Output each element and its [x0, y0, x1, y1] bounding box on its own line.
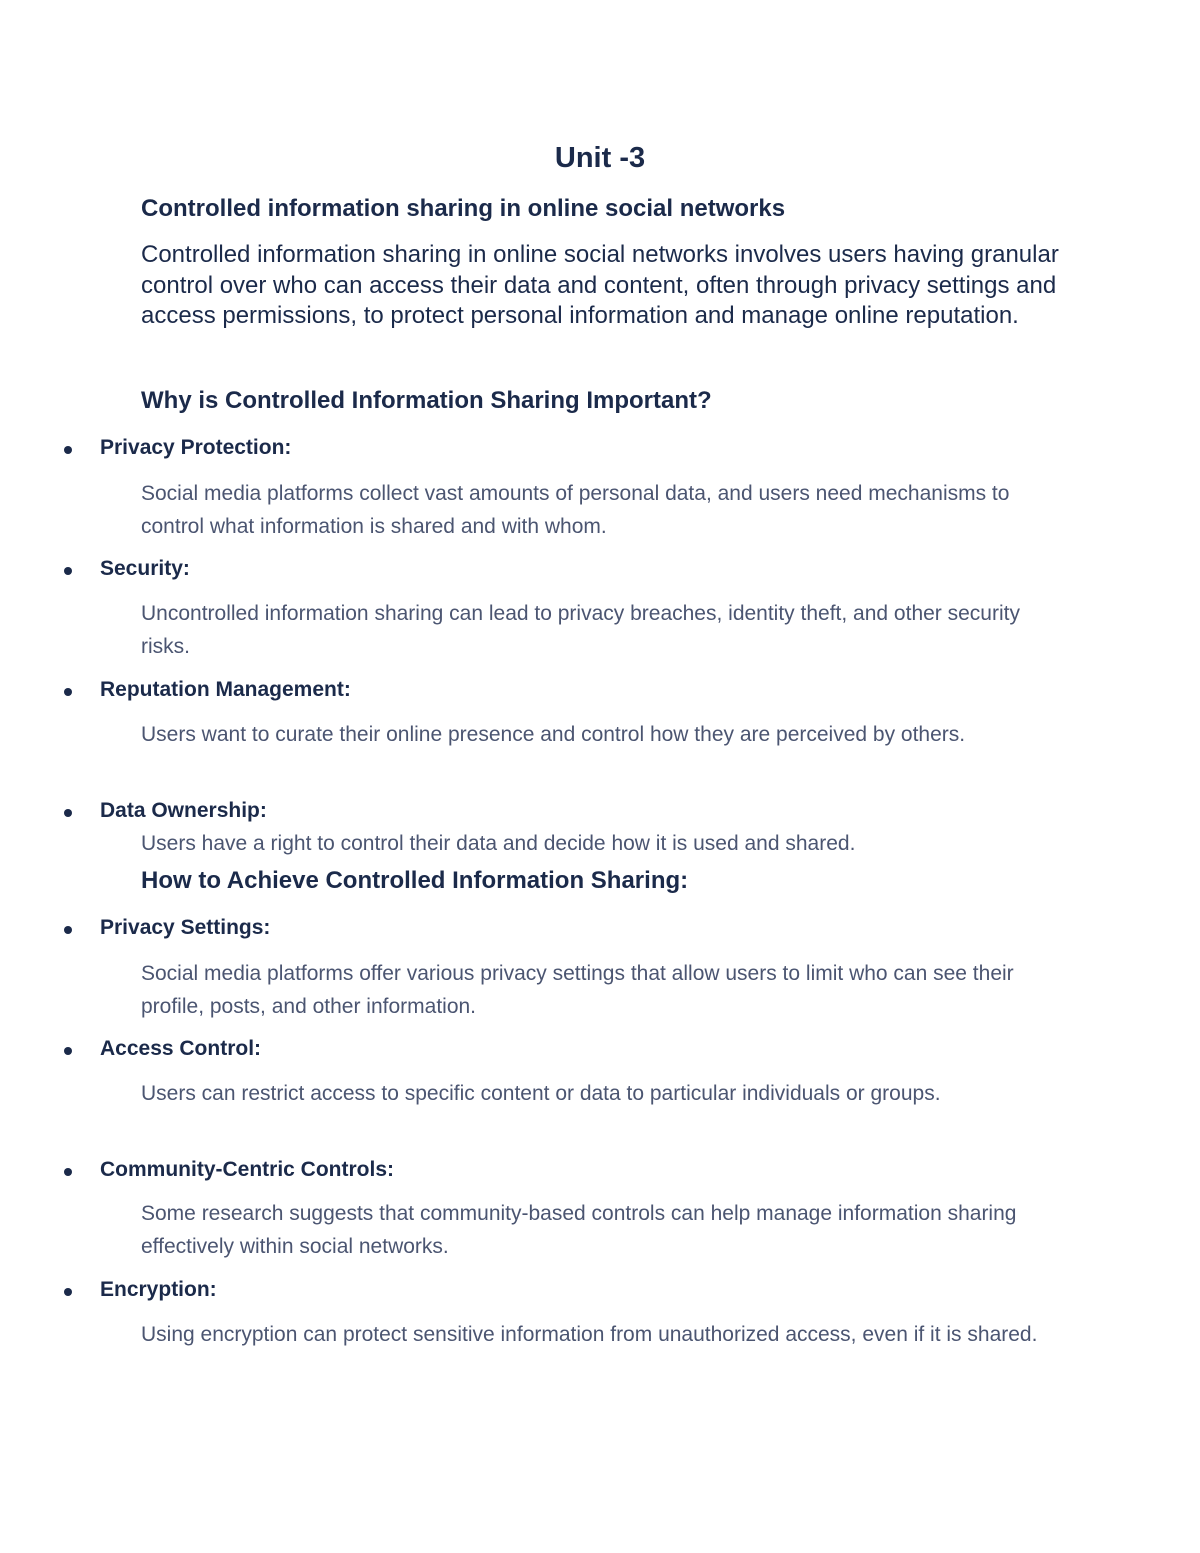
page-title: Unit -3	[554, 142, 646, 174]
list-item-text: Users have a right to control their data and decide how it is used and shared.	[141, 832, 856, 855]
list-item-text: Using encryption can protect sensitive information from unauthorized access, even if it is shared.	[141, 1323, 1038, 1346]
list-item-label: Privacy Settings:	[100, 916, 271, 939]
why-heading: Why is Controlled Information Sharing Important?	[141, 387, 712, 414]
list-item-text: Uncontrolled information sharing can lead to privacy breaches, identity theft, and other security risks.	[141, 602, 1020, 658]
list-item-text: Social media platforms offer various privacy settings that allow users to limit who can see their profile, posts, and other information.	[141, 962, 1014, 1018]
list-item-label: Privacy Protection:	[100, 436, 292, 459]
bullet-dot-icon	[64, 1168, 72, 1176]
bullet-dot-icon	[64, 1288, 72, 1296]
bullet-dot-icon	[64, 688, 72, 696]
list-item-label: Security:	[100, 557, 190, 580]
list-item-text: Social media platforms collect vast amounts of personal data, and users need mechanisms to control what information is shared and with whom.	[141, 482, 1010, 538]
list-item-label: Community-Centric Controls:	[100, 1158, 394, 1181]
section-heading: Controlled information sharing in online social networks	[141, 195, 786, 222]
bullet-dot-icon	[64, 809, 72, 817]
intro-paragraph: Controlled information sharing in online social networks involves users having granular control over who can access their data and content, often through privacy settings and access permissions, to protect personal information and manage online reputation.	[141, 241, 1059, 329]
list-item-text: Users want to curate their online presence and control how they are perceived by others.	[141, 723, 966, 746]
list-item-label: Access Control:	[100, 1037, 262, 1060]
list-item-label: Encryption:	[100, 1278, 217, 1301]
bullet-dot-icon	[64, 567, 72, 575]
bullet-dot-icon	[64, 1047, 72, 1055]
bullet-dot-icon	[64, 446, 72, 454]
list-item-text: Users can restrict access to specific content or data to particular individuals or groups.	[141, 1082, 941, 1105]
list-item-label: Reputation Management:	[100, 678, 351, 701]
list-item-text: Some research suggests that community-based controls can help manage information sharing effectively within social networks.	[141, 1202, 1017, 1258]
how-heading: How to Achieve Controlled Information Sharing:	[141, 867, 689, 894]
bullet-dot-icon	[64, 926, 72, 934]
list-item-label: Data Ownership:	[100, 799, 267, 822]
